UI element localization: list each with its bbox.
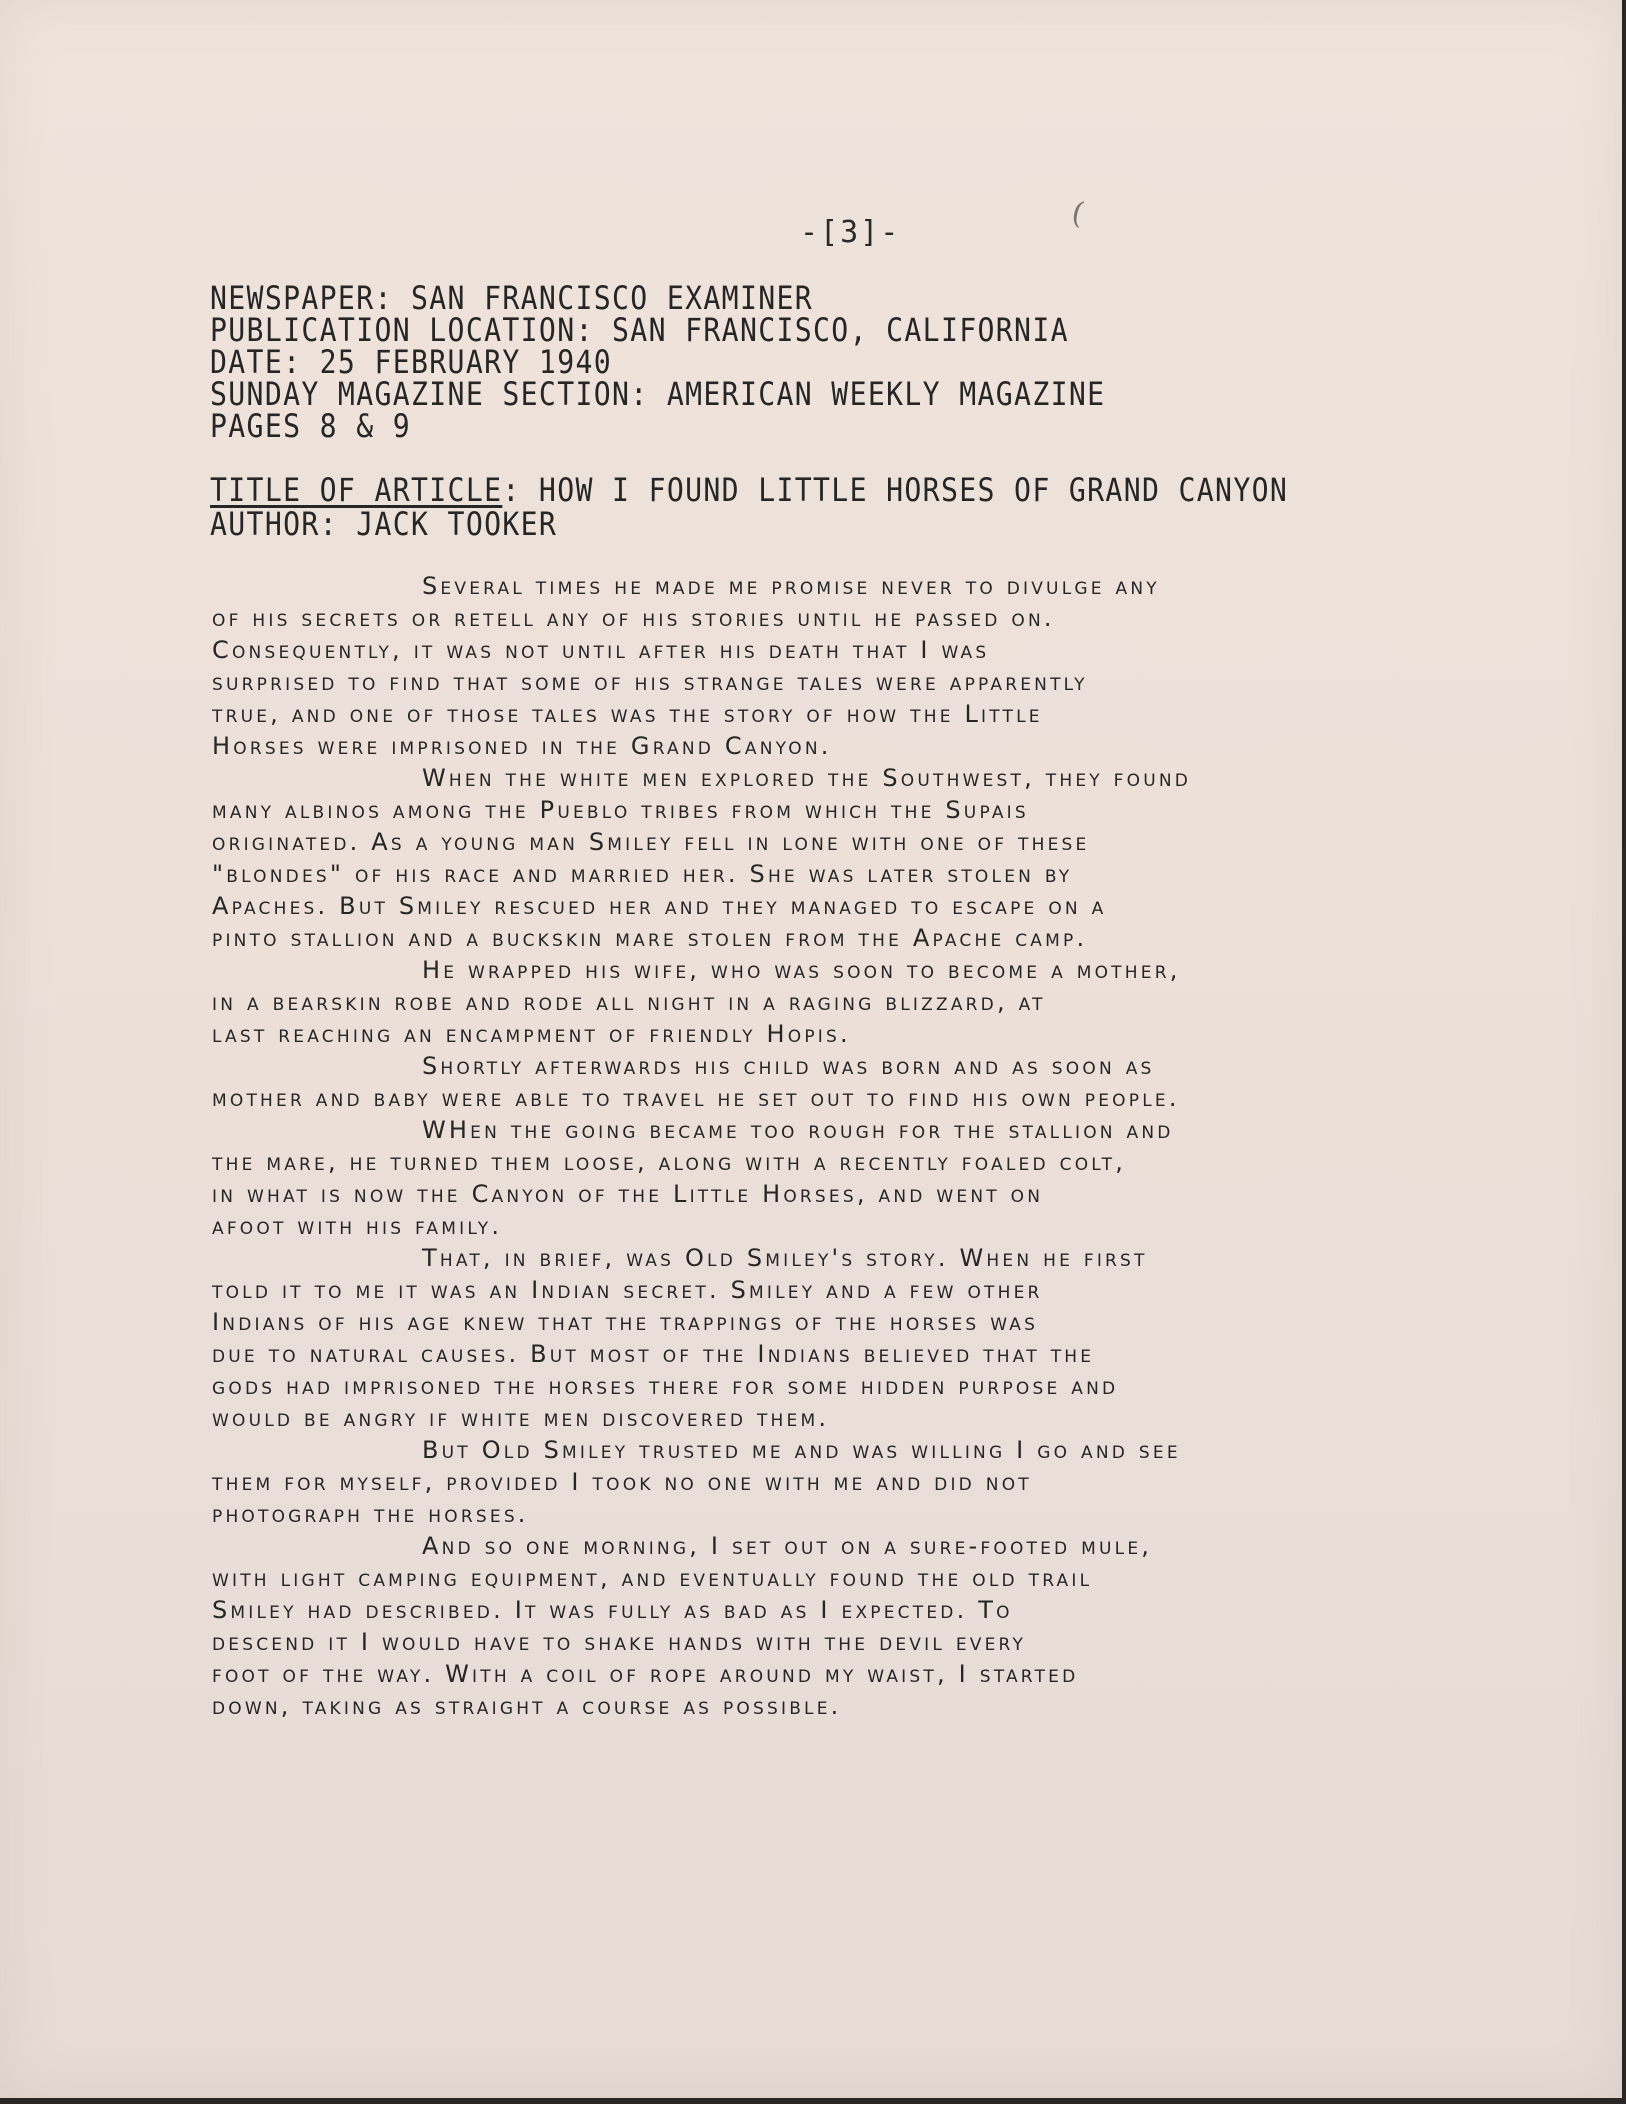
title-value: : HOW I FOUND LITTLE HORSES OF GRAND CANYON (502, 471, 1289, 509)
body-line: Apaches. But Smiley rescued her and they managed to escape on a (212, 892, 1107, 920)
body-line: the mare, he turned them loose, along with a recently foaled colt, (212, 1148, 1127, 1176)
citation-header (210, 279, 1106, 445)
body-line: told it to me it was an Indian secret. Smiley and a few other (212, 1276, 1043, 1304)
body-line: Shortly afterwards his child was born and as soon as (422, 1052, 1155, 1080)
body-line: descend it I would have to shake hands with the devil every (212, 1628, 1027, 1656)
date-line: DATE: 25 FEBRUARY 1940 (210, 343, 613, 381)
body-line: That, in brief, was Old Smiley's story. When he first (422, 1244, 1148, 1272)
publication-location-line: PUBLICATION LOCATION: SAN FRANCISCO, CALIFORNIA (210, 311, 1069, 349)
body-line: Several times he made me promise never to divulge any (422, 572, 1160, 600)
body-line: "blondes" of his race and married her. She was later stolen by (212, 860, 1073, 888)
body-line: them for myself, provided I took no one with me and did not (212, 1468, 1032, 1496)
body-line: He wrapped his wife, who was soon to become a mother, (422, 956, 1181, 984)
newspaper-line: NEWSPAPER: SAN FRANCISCO EXAMINER (210, 279, 814, 317)
body-line: WHen the going became too rough for the stallion and (422, 1116, 1174, 1144)
body-line: with light camping equipment, and eventually found the old trail (212, 1564, 1093, 1592)
article-body (212, 570, 1592, 1722)
body-line: mother and baby were able to travel he set out to find his own people. (212, 1084, 1180, 1112)
author-line: AUTHOR: JACK TOOKER (210, 505, 558, 543)
article-title-line (210, 473, 1288, 507)
page-number: -[3]- (800, 215, 901, 250)
body-line: pinto stallion and a buckskin mare stolen from the Apache camp. (212, 924, 1088, 952)
body-line: many albinos among the Pueblo tribes from which the Supais (212, 796, 1029, 824)
body-line: surprised to find that some of his strange tales were apparently (212, 668, 1088, 696)
body-line: due to natural causes. But most of the Indians believed that the (212, 1340, 1095, 1368)
title-label: TITLE OF ARTICLE (210, 471, 503, 509)
body-line: gods had imprisoned the horses there for some hidden purpose and (212, 1372, 1119, 1400)
body-line: true, and one of those tales was the story of how the Little (212, 700, 1043, 728)
body-line: last reaching an encampment of friendly Hopis. (212, 1020, 851, 1048)
body-line: down, taking as straight a course as possible. (212, 1692, 842, 1720)
article-info (210, 473, 1288, 541)
pencil-mark: ( (1068, 195, 1088, 232)
body-line: originated. As a young man Smiley fell in lone with one of these (212, 828, 1090, 856)
body-line: Consequently, it was not until after his death that I was (212, 636, 990, 664)
body-line: Horses were imprisoned in the Grand Canyon. (212, 732, 832, 760)
body-line: Indians of his age knew that the trappings of the horses was (212, 1308, 1039, 1336)
body-line: afoot with his family. (212, 1212, 503, 1240)
body-line: of his secrets or retell any of his stories until he passed on. (212, 604, 1055, 632)
pages-line: PAGES 8 & 9 (210, 407, 412, 445)
body-line: But Old Smiley trusted me and was willing I go and see (422, 1436, 1181, 1464)
body-line: in what is now the Canyon of the Little Horses, and went on (212, 1180, 1044, 1208)
body-line: And so one morning, I set out on a sure-footed mule, (422, 1532, 1153, 1560)
body-line: When the white men explored the Southwest, they found (422, 764, 1192, 792)
section-line: SUNDAY MAGAZINE SECTION: AMERICAN WEEKLY MAGAZINE (210, 375, 1106, 413)
body-line: in a bearskin robe and rode all night in a raging blizzard, at (212, 988, 1046, 1016)
body-line: foot of the way. With a coil of rope around my waist, I started (212, 1660, 1079, 1688)
body-line: would be angry if white men discovered them. (212, 1404, 830, 1432)
body-line: photograph the horses. (212, 1500, 529, 1528)
body-line: Smiley had described. It was fully as bad as I expected. To (212, 1596, 1013, 1624)
